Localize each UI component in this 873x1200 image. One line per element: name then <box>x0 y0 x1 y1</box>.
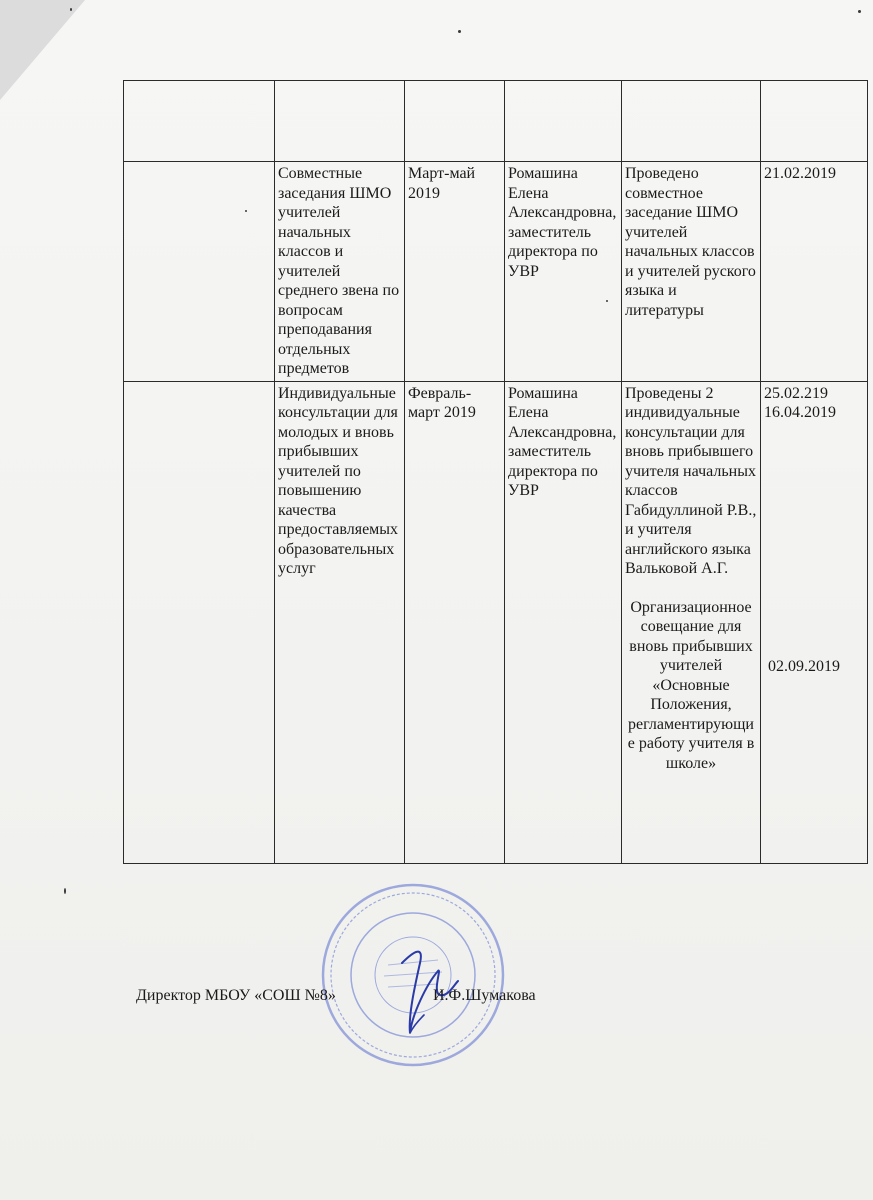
header-cell <box>124 81 275 162</box>
responsible-cell: Ромашина Елена Александровна, заместитель директора по УВР <box>505 381 622 864</box>
table-row <box>124 381 868 864</box>
director-name: И.Ф.Шумакова <box>433 987 536 1004</box>
date-1: 25.02.219 <box>764 384 828 402</box>
director-position: Директор МБОУ «СОШ №8» <box>136 987 336 1004</box>
activity-cell: Совместные заседания ШМО учителей начальных классов и учителей среднего звена по вопросам преподавания отдельных предметов <box>275 162 405 382</box>
date-cell: 21.02.2019 <box>761 162 868 382</box>
header-cell <box>622 81 761 162</box>
activity-cell: Индивидуальные консультации для молодых и вновь прибывших учителей по повышению качества предоставляемых образовательных услуг <box>275 381 405 864</box>
responsible-cell: Ромашина Елена Александровна, заместитель директора по УВР <box>505 162 622 382</box>
table-header-row <box>124 81 868 162</box>
date-3: 02.09.2019 <box>768 657 840 675</box>
header-cell <box>275 81 405 162</box>
header-cell <box>505 81 622 162</box>
table-row <box>124 162 868 382</box>
result-cell <box>622 381 761 864</box>
activity-table <box>123 80 868 864</box>
row-number-cell <box>124 162 275 382</box>
signature <box>380 915 490 1045</box>
result-text-2: Организационное совещание для вновь прибывших учителей «Основные Положения, регламентирующие работу учителя в школе» <box>627 598 755 772</box>
date-2: 16.04.2019 <box>764 404 836 421</box>
result-text-1: Проведены 2 индивидуальные консультации для вновь прибывшего учителя начальных классов Габидуллиной Р.В., и учителя английского языка Вальковой А.Г. <box>625 384 757 577</box>
row-number-cell <box>124 381 275 864</box>
signature-line <box>136 987 536 1005</box>
result-cell: Проведено совместное заседание ШМО учителей начальных классов и учителей руского языка и литературы <box>622 162 761 382</box>
date-cell <box>761 381 868 864</box>
header-cell <box>405 81 505 162</box>
header-cell <box>761 81 868 162</box>
period-cell: Март-май 2019 <box>405 162 505 382</box>
period-cell: Февраль-март 2019 <box>405 381 505 864</box>
